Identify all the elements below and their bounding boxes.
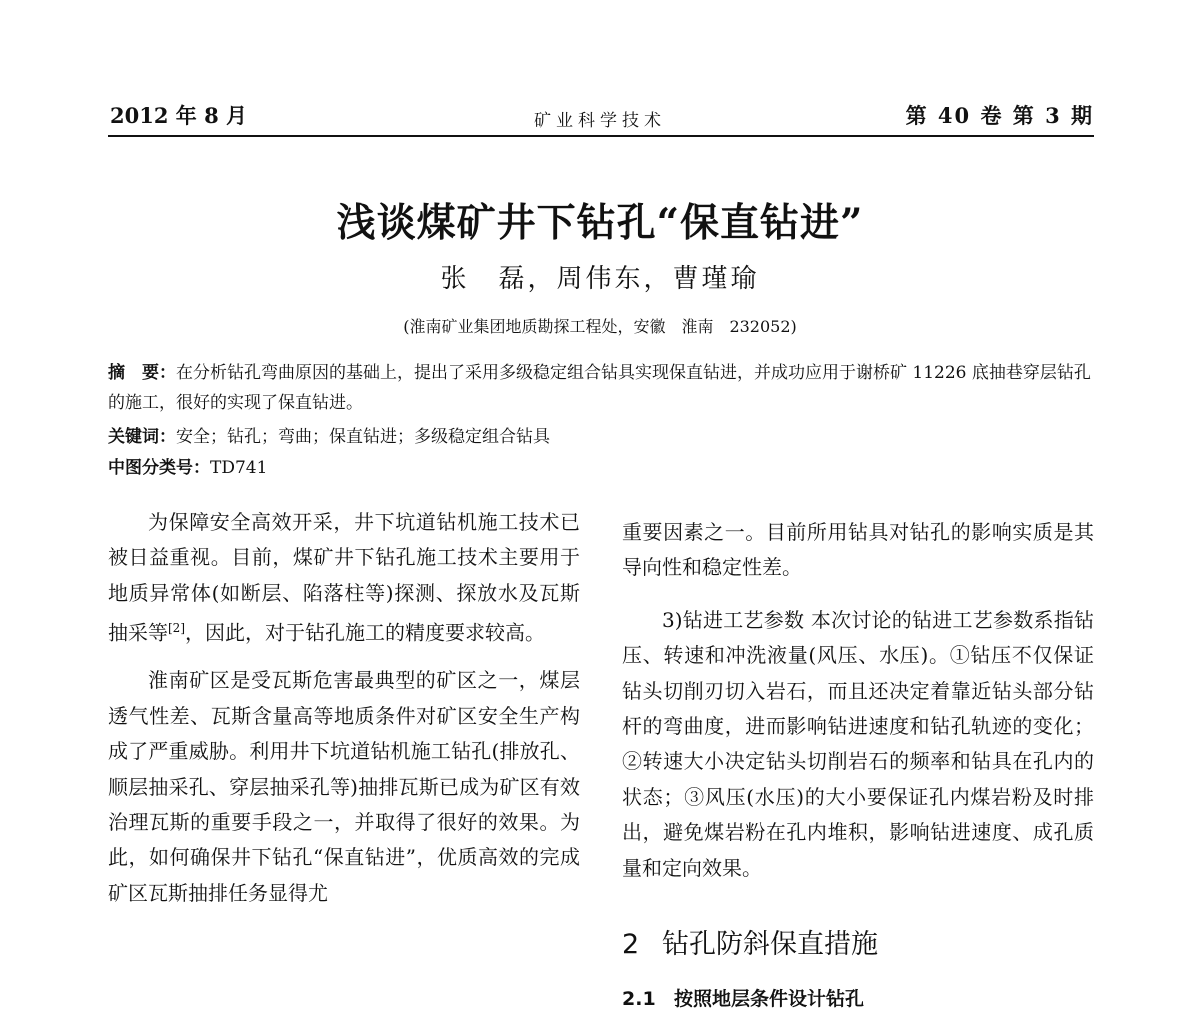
header-issue: 第 40 卷 第 3 期	[905, 103, 1094, 128]
keywords	[108, 422, 1098, 452]
abstract-label: 摘 要：	[108, 363, 176, 383]
body-text: ，因此，对于钻孔施工的精度要求较高。	[185, 620, 545, 645]
reference-citation: [2]	[168, 621, 185, 636]
paper-authors: 张 磊，周伟东，曹瑾瑜	[440, 264, 760, 294]
body-paragraph: 3)钻进工艺参数 本次讨论的钻进工艺参数系指钻压、转速和冲洗液量(风压、水压)。①钻压不仅保证钻头切削刃切入岩石，而且还决定着靠近钻头部分钻杆的弯曲度，进而影响钻进速度和钻孔轨迹的变化；②转速大小决定钻头切削岩石的频率和钻具在孔内的状态；③风压(水压)的大小要保证孔内煤岩粉及时排出，避免煤岩粉在孔内堆积，影响钻进速度、成孔质量和定向效果。	[622, 607, 1094, 880]
paper-affiliation: (淮南矿业集团地质勘探工程处，安徽 淮南 232052)	[403, 317, 797, 336]
paper-title: 浅谈煤矿井下钻孔“保直钻进”	[336, 200, 864, 246]
classification-label: 中图分类号：	[108, 458, 210, 478]
header-rule	[108, 135, 1094, 137]
keywords-text: 安全；钻孔；弯曲；保直钻进；多级稳定组合钻具	[176, 427, 550, 447]
subsection-title: 按照地层条件设计钻孔	[674, 988, 865, 1010]
abstract-text: 在分析钻孔弯曲原因的基础上，提出了采用多级稳定组合钻具实现保直钻进，并成功应用于谢桥矿 11226 底抽巷穿层钻孔的施工，很好的实现了保直钻进。	[108, 363, 1091, 413]
section-number: 2	[622, 929, 640, 960]
classification-number	[108, 453, 1098, 483]
abstract	[108, 358, 1098, 418]
body-column-right	[622, 515, 1094, 886]
subsection-heading	[622, 984, 864, 1011]
section-heading	[622, 922, 878, 961]
body-paragraph: 重要因素之一。目前所用钻具对钻孔的影响实质是其导向性和稳定性差。	[622, 520, 1094, 580]
header-date: 2012 年 8 月	[110, 103, 247, 128]
header-journal-name: 矿业科学技术	[534, 111, 666, 131]
section-title: 钻孔防斜保直措施	[662, 929, 878, 960]
subsection-number: 2.1	[622, 988, 656, 1010]
body-paragraph: 淮南矿区是受瓦斯危害最典型的矿区之一，煤层透气性差、瓦斯含量高等地质条件对矿区安全生产构成了严重威胁。利用井下坑道钻机施工钻孔(排放孔、顺层抽采孔、穿层抽采孔等)抽排瓦斯已成为矿区有效治理瓦斯的重要手段之一，并取得了很好的效果。为此，如何确保井下钻孔“保直钻进”，优质高效的完成矿区瓦斯抽排任务显得尤	[108, 668, 580, 905]
keywords-label: 关键词：	[108, 427, 176, 447]
classification-value: TD741	[210, 458, 268, 478]
body-column-left	[108, 505, 580, 911]
body-text: 为保障安全高效开采，井下坑道钻机施工技术已被日益重视。目前，煤矿井下钻孔施工技术主要用于地质异常体(如断层、陷落柱等)探测、探放水及瓦斯抽采等	[108, 510, 580, 645]
body-paragraph	[108, 505, 580, 651]
